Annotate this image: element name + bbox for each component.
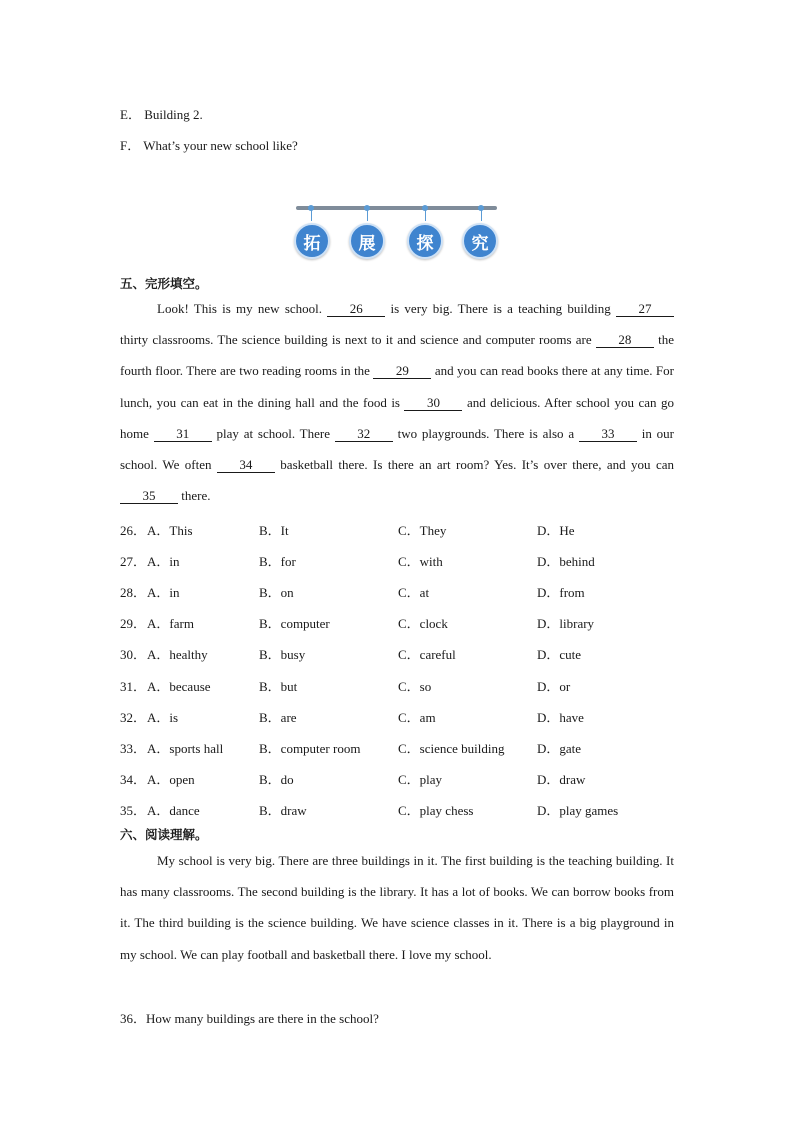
blank-33[interactable]: 33 xyxy=(579,427,637,442)
option-text: Building 2. xyxy=(144,107,203,122)
answer-option[interactable]: B．on xyxy=(259,585,294,601)
answer-option[interactable]: D．cute xyxy=(537,647,582,663)
answer-option[interactable]: C．play chess xyxy=(398,802,474,818)
answer-option[interactable]: C．clock xyxy=(398,616,448,632)
question-row xyxy=(120,613,680,633)
blank-35[interactable]: 35 xyxy=(120,489,178,504)
passage-text: two playgrounds. There is also a xyxy=(392,425,579,441)
answer-option[interactable]: A．in xyxy=(147,554,180,570)
option-text: What’s your new school like? xyxy=(143,138,298,153)
answer-option[interactable]: D．gate xyxy=(537,740,582,756)
answer-option[interactable]: D．play games xyxy=(537,802,619,818)
banner-char: 拓 xyxy=(294,223,330,259)
answer-option[interactable]: B．draw xyxy=(259,802,307,818)
question-row xyxy=(120,520,680,540)
passage-text: and you can read books there at any time. For lunch, you can eat in the dining hall and the food is xyxy=(120,363,674,410)
blank-26[interactable]: 26 xyxy=(327,302,385,317)
question-number: 26． xyxy=(120,523,147,538)
answer-option[interactable]: C．so xyxy=(398,678,432,694)
passage-text: play at school. There xyxy=(211,425,335,441)
option-letter: F． xyxy=(120,138,141,153)
answer-option[interactable]: A．farm xyxy=(147,616,194,632)
answer-option[interactable]: C．am xyxy=(398,709,436,725)
blank-32[interactable]: 32 xyxy=(335,427,393,442)
question-number: 35． xyxy=(120,802,147,818)
answer-option[interactable]: D．from xyxy=(537,585,585,601)
answer-option[interactable]: D．behind xyxy=(537,554,595,570)
answer-option[interactable]: B．but xyxy=(259,678,298,694)
answer-option[interactable]: B．for xyxy=(259,554,296,570)
answer-option[interactable]: D．or xyxy=(537,678,571,694)
answer-option[interactable]: B．are xyxy=(259,709,297,725)
passage-text: the fourth floor. There are two reading rooms in the xyxy=(120,332,674,379)
answer-option[interactable]: A．open xyxy=(147,771,195,787)
section-banner xyxy=(296,203,498,263)
banner-dot xyxy=(308,205,314,211)
question-number: 31． xyxy=(120,678,147,694)
question-row xyxy=(120,551,680,571)
cloze-heading: 五、完形填空。 xyxy=(120,276,208,291)
passage-text: there. xyxy=(178,488,211,504)
question-row xyxy=(120,644,680,664)
banner-dot xyxy=(364,205,370,211)
reading-text: My school is very big. There are three buildings in it. The first building is the teaching building. It has many classrooms. The second building is the library. It has a lot of books. We can borrow books from it. The third building is the science building. We have science classes in it. There is a big playground in my school. We can play football and basketball there. I love my school. xyxy=(120,853,674,962)
banner-char: 展 xyxy=(349,223,385,259)
banner-char: 探 xyxy=(407,223,443,259)
option-e xyxy=(120,104,203,123)
blank-27[interactable]: 27 xyxy=(616,302,674,317)
answer-option[interactable]: B．computer xyxy=(259,616,330,632)
question-row xyxy=(120,738,680,758)
blank-29[interactable]: 29 xyxy=(373,364,431,379)
blank-30[interactable]: 30 xyxy=(404,396,462,411)
option-f xyxy=(120,135,298,154)
question-row xyxy=(120,769,680,789)
reading-passage xyxy=(120,845,674,970)
passage-text: Look! This is my new school. xyxy=(157,301,328,316)
question-row xyxy=(120,582,680,602)
question-number: 33． xyxy=(120,740,147,756)
banner-bar xyxy=(296,206,497,210)
question-number: 27． xyxy=(120,554,147,570)
answer-option[interactable]: C．play xyxy=(398,771,443,787)
banner-char: 究 xyxy=(462,223,498,259)
question-number: 29． xyxy=(120,616,147,632)
answer-option[interactable]: A．because xyxy=(147,678,211,694)
answer-option[interactable]: A．healthy xyxy=(147,647,208,663)
answer-option[interactable]: C．science building xyxy=(398,740,505,756)
blank-31[interactable]: 31 xyxy=(154,427,212,442)
answer-option[interactable]: D．library xyxy=(537,616,595,632)
answer-option[interactable]: C．at xyxy=(398,585,430,601)
question-36: 36．How many buildings are there in the school? xyxy=(120,1011,379,1026)
answer-option[interactable]: D．He xyxy=(537,523,575,538)
answer-option[interactable]: B．It xyxy=(259,523,289,538)
answer-option[interactable]: C．They xyxy=(398,523,447,538)
blank-34[interactable]: 34 xyxy=(217,458,275,473)
answer-option[interactable]: B．busy xyxy=(259,647,306,663)
answer-option[interactable]: A．dance xyxy=(147,802,200,818)
passage-text: and delicious. After school you can go home xyxy=(120,394,675,441)
answer-option[interactable]: B．do xyxy=(259,771,294,787)
passage-text: is very big. There is a teaching building xyxy=(385,301,616,316)
passage-text: in our school. We often xyxy=(120,425,674,473)
question-number: 34． xyxy=(120,771,147,787)
blank-28[interactable]: 28 xyxy=(596,333,654,348)
answer-option[interactable]: A．sports hall xyxy=(147,740,224,756)
question-row xyxy=(120,800,680,820)
question-row xyxy=(120,707,680,727)
question-number: 28． xyxy=(120,585,147,601)
answer-option[interactable]: A．This xyxy=(147,523,193,538)
option-letter: E． xyxy=(120,107,141,122)
question-row xyxy=(120,676,680,696)
banner-dot xyxy=(422,205,428,211)
answer-option[interactable]: B．computer room xyxy=(259,740,361,756)
answer-option[interactable]: C．careful xyxy=(398,647,456,663)
reading-heading: 六、阅读理解。 xyxy=(120,827,208,842)
answer-option[interactable]: D．have xyxy=(537,709,584,725)
answer-option[interactable]: D．draw xyxy=(537,771,586,787)
answer-option[interactable]: A．in xyxy=(147,585,180,601)
question-number: 32． xyxy=(120,709,147,725)
answer-option[interactable]: C．with xyxy=(398,554,443,570)
passage-text: thirty classrooms. The science building is next to it and science and computer rooms are xyxy=(120,332,596,348)
question-number: 30． xyxy=(120,647,147,663)
passage-text: basketball there. Is there an art room? Yes. It’s over there, and you can xyxy=(274,457,674,473)
answer-option[interactable]: A．is xyxy=(147,709,179,725)
banner-dot xyxy=(478,205,484,211)
cloze-passage xyxy=(120,293,674,511)
